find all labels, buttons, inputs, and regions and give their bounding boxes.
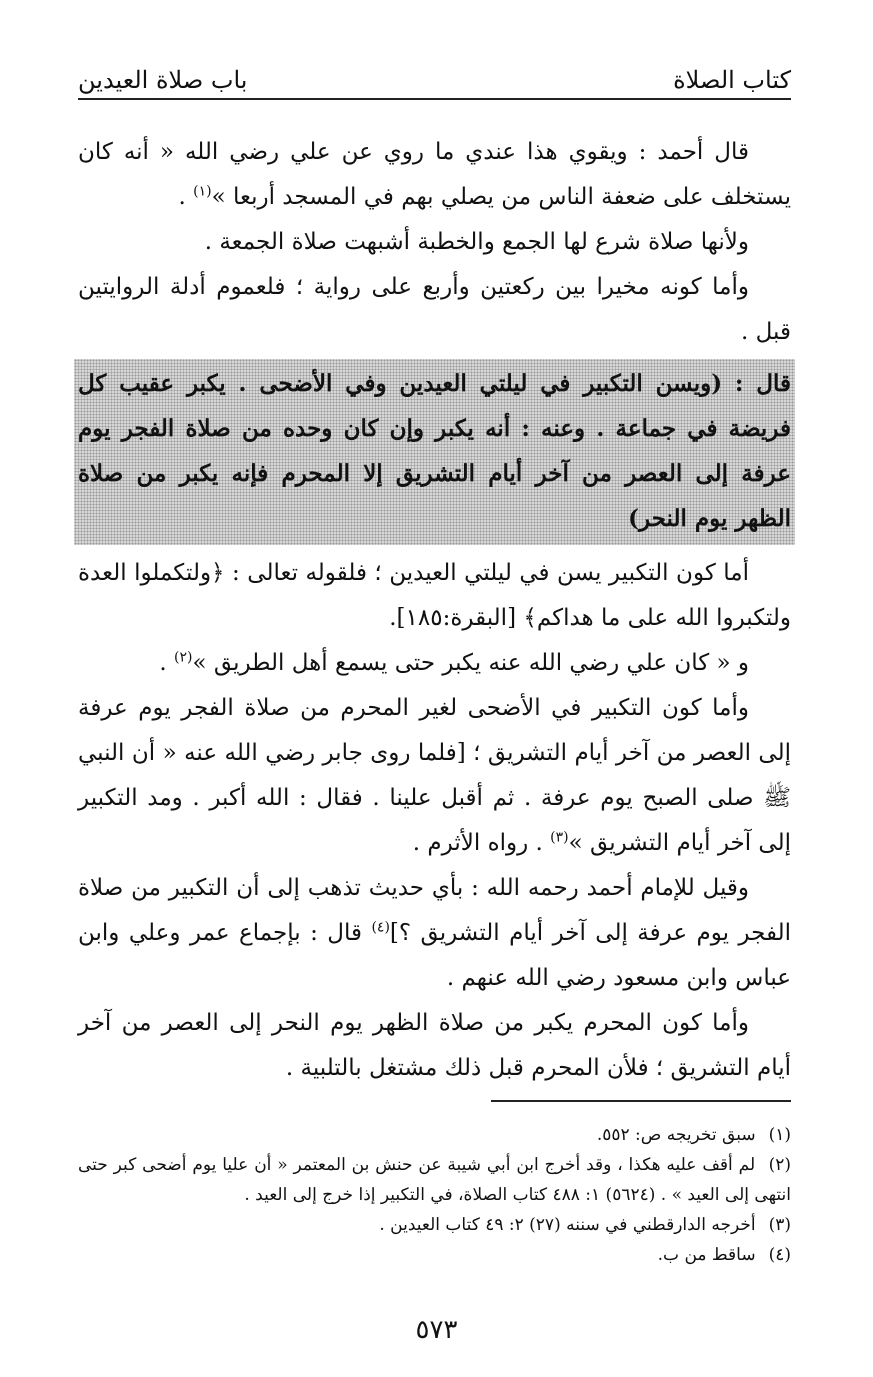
footnote [78,1120,791,1150]
footnote-divider [491,1100,791,1102]
paragraph [78,686,791,866]
footnote-text: سبق تخريجه ص: ٥٥٢. [596,1125,756,1145]
footnote [78,1240,791,1270]
paragraph: وأما كون المحرم يكبر من صلاة الظهر يوم النحر إلى العصر من آخر أيام التشريق ؛ فلأن المحرم قبل ذلك مشتغل بالتلبية . [78,1010,791,1081]
footnote-ref: (٤) [371,919,390,936]
paragraph-text: . [178,184,194,210]
main-text [78,130,791,1091]
footnote-ref: (٢) [174,649,193,666]
footnotes [78,1120,791,1270]
paragraph-text: وقيل للإمام أحمد رحمه الله : بأي حديث تذهب إلى أن التكبير من صلاة الفجر يوم عرفة إلى آخر أيام التشريق ؟] [78,875,791,946]
paragraph: أما كون التكبير يسن في ليلتي العيدين ؛ فلقوله تعالى : ﴿ولتكملوا العدة ولتكبروا الله على ما هداكم﴾ [البقرة:١٨٥]. [78,560,791,631]
paragraph-text: قال : بإجماع عمر وعلي وابن عباس وابن مسعود رضي الله عنهم . [78,920,791,991]
footnote-text: أخرجه الدارقطني في سننه (٢٧) ٢: ٤٩ كتاب العيدين . [379,1215,756,1235]
footnote-number: (١) [768,1125,791,1145]
footnote-number: (٣) [768,1215,791,1235]
footnote [78,1150,791,1210]
highlighted-matn: قال : (ويسن التكبير في ليلتي العيدين وفي الأضحى . يكبر عقيب كل فريضة في جماعة . وعنه : أنه يكبر وإن كان وحده من صلاة الفجر يوم عرفة إلى العصر من آخر أيام التشريق إلا المحرم فإنه يكبر من صلاة الظهر يوم النحر) [74,359,795,545]
footnote-ref: (١) [193,183,212,200]
footnote [78,1210,791,1240]
footnote-text: ساقط من ب. [657,1245,756,1265]
chapter-title: باب صلاة العيدين [78,66,248,94]
paragraph-text: . [159,650,175,676]
book-title: كتاب الصلاة [673,66,791,94]
paragraph [78,866,791,1001]
footnote-number: (٢) [768,1155,792,1175]
page-number: ٥٧٣ [415,1315,458,1345]
paragraph-text: قال أحمد : ويقوي هذا عندي ما روي عن علي رضي الله « أنه كان يستخلف على ضعفة الناس من يصلي بهم في المسجد أربعا » [78,139,791,210]
paragraph [78,130,791,220]
footnote-text: لم أقف عليه هكذا ، وقد أخرج ابن أبي شيبة عن حنش بن المعتمر « أن عليا يوم أضحى كبر حتى انتهى إلى العيد » . (٥٦٢٤) ١: ٤٨٨ كتاب الصلاة، في التكبير إذا خرج إلى العيد . [78,1155,791,1205]
paragraph-text: و « كان علي رضي الله عنه يكبر حتى يسمع أهل الطريق » [192,650,749,676]
paragraph-text: . رواه الأثرم . [412,830,551,856]
paragraph: وأما كونه مخيرا بين ركعتين وأربع على رواية ؛ فلعموم أدلة الروايتين قبل . [78,274,791,345]
footnote-ref: (٣) [550,829,569,846]
paragraph-text: وأما كون التكبير في الأضحى لغير المحرم من صلاة الفجر يوم عرفة إلى العصر من آخر أيام التشريق ؛ [فلما روى جابر رضي الله عنه « أن النبي ﷺ صلى الصبح يوم عرفة . ثم أقبل علينا . فقال : الله أكبر . ومد التكبير إلى آخر أيام التشريق » [78,695,791,856]
paragraph [78,641,791,686]
paragraph: ولأنها صلاة شرع لها الجمع والخطبة أشبهت صلاة الجمعة . [204,229,749,255]
footnote-number: (٤) [768,1245,791,1265]
running-head [78,60,791,100]
